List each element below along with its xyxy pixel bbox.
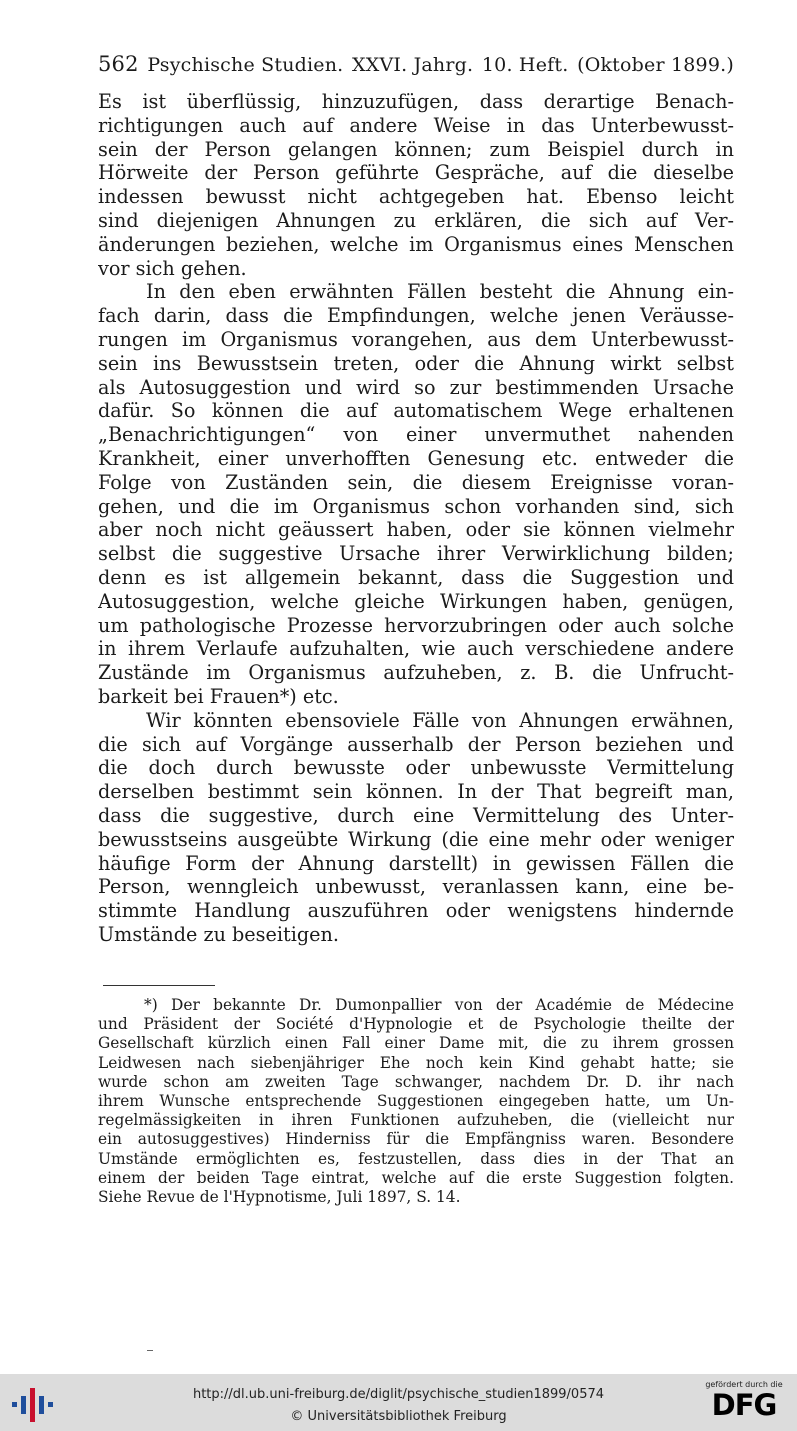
footnote-line: wurde schon am zweiten Tage schwanger, nachdem Dr. D. ihr nach <box>98 1072 734 1091</box>
body-text-line: sind diejenigen Ahnungen zu erklären, die sich auf Ver- <box>98 208 734 232</box>
footnote-line: ein autosuggestives) Hinderniss für die Empfängniss waren. Besondere <box>98 1130 734 1149</box>
copyright-notice: © Universitätsbibliothek Freiburg <box>290 1409 507 1424</box>
body-text-line: Zustände im Organismus aufzuheben, z. B. die Unfrucht- <box>98 661 734 685</box>
body-text-line: vor sich gehen. <box>98 256 247 280</box>
viewer-footer <box>0 1374 797 1431</box>
dfg-mark: DFG <box>711 1388 777 1422</box>
body-text-line: rungen im Organismus vorangehen, aus dem Unterbewusst- <box>98 327 734 351</box>
body-text <box>98 90 734 947</box>
body-text-line: Person, wenngleich unbewusst, veranlassen kann, eine be- <box>98 875 734 899</box>
footnote-line: *) Der bekannte Dr. Dumonpallier von der Académie de Médecine <box>144 996 734 1014</box>
footnote <box>98 996 734 1207</box>
body-text-line: Hörweite der Person geführte Gespräche, auf die dieselbe <box>98 161 734 185</box>
body-text-line: Folge von Zuständen sein, die diesem Ereignisse voran- <box>98 470 734 494</box>
footnote-line: Gesellschaft kürzlich einen Fall einer Dame mit, die zu ihrem grossen <box>98 1034 734 1053</box>
body-text-line: stimmte Handlung auszuführen oder wenigstens hindernde <box>98 899 734 923</box>
body-text-line: Autosuggestion, welche gleiche Wirkungen haben, genügen, <box>98 589 734 613</box>
scan-mark <box>147 1350 153 1351</box>
body-text-line: In den eben erwähnten Fällen besteht die Ahnung ein- <box>146 280 734 304</box>
body-text-line: denn es ist allgemein bekannt, dass die Suggestion und <box>98 565 734 589</box>
body-text-line: bewusstseins ausgeübte Wirkung (die eine mehr oder weniger <box>98 827 734 851</box>
footnote-line: Leidwesen nach siebenjähriger Ehe noch kein Kind gehabt hatte; sie <box>98 1053 734 1072</box>
dfg-logo <box>701 1380 787 1426</box>
issue-date: (Oktober 1899.) <box>577 54 734 76</box>
permalink-url[interactable]: http://dl.ub.uni-freiburg.de/diglit/psychische_studien1899/0574 <box>192 1387 605 1402</box>
body-text-line: richtigungen auch auf andere Weise in das Unterbewusst- <box>98 113 734 137</box>
body-text-line: änderungen beziehen, welche im Organismus eines Menschen <box>98 232 734 256</box>
page-number: 562 <box>98 52 139 76</box>
body-text-line: in ihrem Verlaufe aufzuhalten, wie auch verschiedene andere <box>98 637 734 661</box>
body-text-line: die doch durch bewusste oder unbewusste Vermittelung <box>98 756 734 780</box>
body-text-line: gehen, und die im Organismus schon vorhanden sind, sich <box>98 494 734 518</box>
body-text-line: dass die suggestive, durch eine Vermittelung des Unter- <box>98 803 734 827</box>
body-text-line: dafür. So können die auf automatischem Wege erhaltenen <box>98 399 734 423</box>
footnote-line: Umstände ermöglichten es, festzustellen, dass dies in der That an <box>98 1149 734 1168</box>
body-text-line: sein der Person gelangen können; zum Beispiel durch in <box>98 137 734 161</box>
body-text-line: fach darin, dass die Empfindungen, welche jenen Veräusse- <box>98 304 734 328</box>
running-head <box>98 52 734 86</box>
body-text-line: häufige Form der Ahnung darstellt) in gewissen Fällen die <box>98 851 734 875</box>
body-text-line: aber noch nicht geäussert haben, oder sie können vielmehr <box>98 518 734 542</box>
body-text-line: die sich auf Vorgänge ausserhalb der Person beziehen und <box>98 732 734 756</box>
body-text-line: derselben bestimmt sein können. In der That begreift man, <box>98 780 734 804</box>
footnote-rule <box>103 985 215 986</box>
body-text-line: selbst die suggestive Ursache ihrer Verwirklichung bilden; <box>98 542 734 566</box>
body-text-line: sein ins Bewusstsein treten, oder die Ahnung wirkt selbst <box>98 351 734 375</box>
body-text-line: Wir könnten ebensoviele Fälle von Ahnungen erwähnen, <box>146 708 734 732</box>
footnote-line: einem der beiden Tage eintrat, welche auf die erste Suggestion folgten. <box>98 1168 734 1187</box>
footnote-line: Siehe Revue de l'Hypnotisme, Juli 1897, S. 14. <box>98 1187 461 1206</box>
footnote-line: regelmässigkeiten in ihren Funktionen aufzuheben, die (vielleicht nur <box>98 1111 734 1130</box>
body-text-line: Umstände zu beseitigen. <box>98 922 339 946</box>
body-text-line: Es ist überflüssig, hinzuzufügen, dass derartige Benach- <box>98 90 734 113</box>
footnote-line: ihrem Wunsche entsprechende Suggestionen eingegeben hatte, um Un- <box>98 1091 734 1110</box>
dfg-caption: gefördert durch die <box>705 1380 783 1389</box>
body-text-line: „Benachrichtigungen“ von einer unvermuthet nahenden <box>98 423 734 447</box>
volume-label: XXVI. Jahrg. <box>352 54 474 76</box>
footnote-line: und Präsident der Société d'Hypnologie et de Psychologie theilte der <box>98 1015 734 1034</box>
journal-title: Psychische Studien. <box>147 54 344 76</box>
body-text-line: um pathologische Prozesse hervorzubringen oder auch solche <box>98 613 734 637</box>
body-text-line: als Autosuggestion und wird so zur bestimmenden Ursache <box>98 375 734 399</box>
body-text-line: Krankheit, einer unverhofften Genesung etc. entweder die <box>98 446 734 470</box>
body-text-line: barkeit bei Frauen*) etc. <box>98 684 339 708</box>
issue-label: 10. Heft. <box>481 54 569 76</box>
body-text-line: indessen bewusst nicht achtgegeben hat. Ebenso leicht <box>98 185 734 209</box>
